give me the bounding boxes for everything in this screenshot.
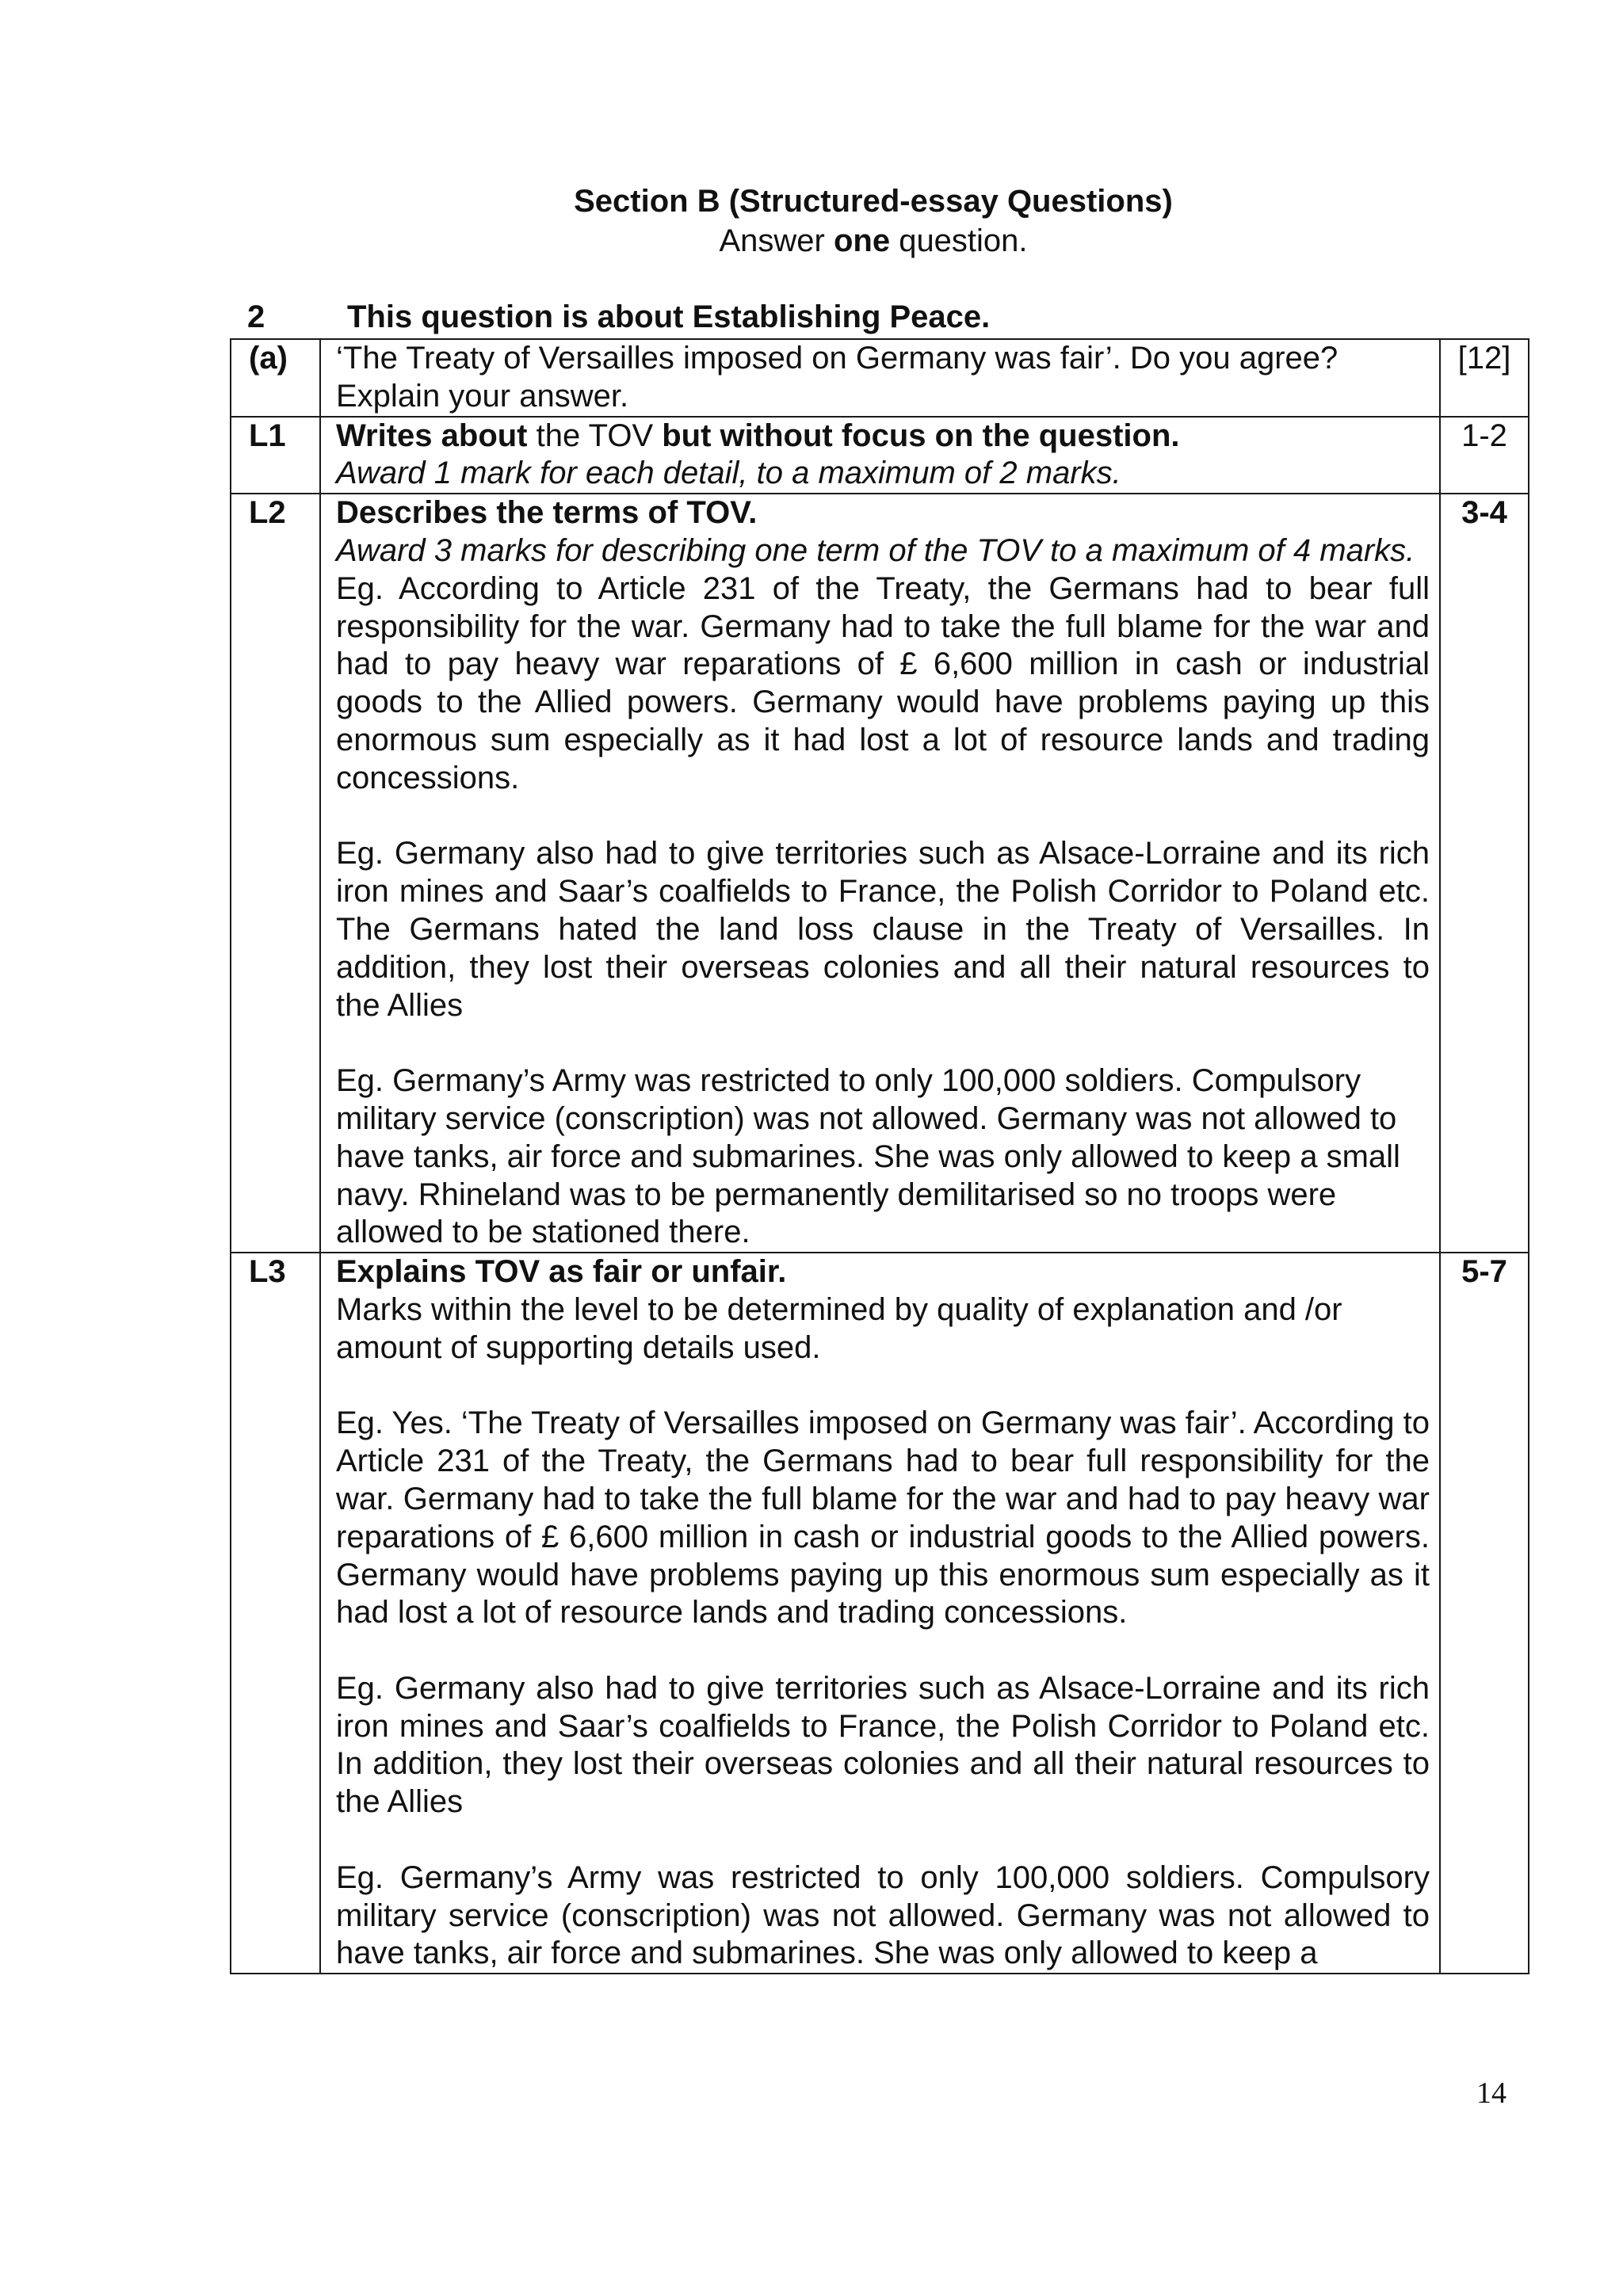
section-instruction xyxy=(0,223,1623,259)
example-paragraph: Eg. Germany’s Army was restricted to only 100,000 soldiers. Compulsory military service (conscription) was not allowed. Germany was not allowed to have tanks, air force and submarines. She was only allowed to keep a xyxy=(336,1859,1430,1971)
row-marks: 3-4 xyxy=(1440,494,1529,1253)
row-label: L3 xyxy=(231,1253,320,1974)
row-marks: [12] xyxy=(1440,339,1529,417)
level-heading-part: Writes about xyxy=(336,418,528,453)
table-row xyxy=(231,417,1529,494)
example-paragraph: Eg. Germany also had to give territories such as Alsace-Lorraine and its rich iron mines and Saar’s coalfields to France, the Polish Corridor to Poland etc. The Germans hated the land loss clause in the Treaty of Versailles. In addition, they lost their overseas colonies and all their natural resources to the Allies xyxy=(336,836,1430,1023)
table-row xyxy=(231,1253,1529,1974)
section-title: Section B (Structured-essay Questions) xyxy=(574,184,1173,219)
level-description xyxy=(320,417,1440,494)
instruction-text-bold: one xyxy=(833,223,891,258)
example-paragraph: Eg. Germany also had to give territories such as Alsace-Lorraine and its rich iron mines and Saar’s coalfields to France, the Polish Corridor to Poland etc. In addition, they lost their overseas colonies and all their natural resources to the Allies xyxy=(336,1670,1430,1820)
question-topic: This question is about Establishing Peace. xyxy=(347,299,991,334)
row-label: L2 xyxy=(231,494,320,1253)
table-row xyxy=(231,494,1529,1253)
question-number: 2 xyxy=(247,299,265,334)
level-description xyxy=(320,1253,1440,1974)
example-paragraph: Eg. According to Article 231 of the Treaty, the Germans had to bear full responsibility for the war. Germany had to take the full blame for the war and had to pay heavy war reparations of £ 6,600 million in cash or industrial goods to the Allied powers. Germany would have problems paying up this enormous sum especially as it had lost a lot of resource lands and trading concessions. xyxy=(336,570,1430,795)
level-description xyxy=(320,494,1440,1253)
row-marks: 5-7 xyxy=(1440,1253,1529,1974)
instruction-text-pre: Answer xyxy=(719,223,834,258)
example-paragraph: Eg. Yes. ‘The Treaty of Versailles imposed on Germany was fair’. According to Article 231 of the Treaty, the Germans had to bear full responsibility for the war. Germany had to take the full blame for the war and had to pay heavy war reparations of £ 6,600 million in cash or industrial goods to the Allied powers. Germany would have problems paying up this enormous sum especially as it had lost a lot of resource lands and trading concessions. xyxy=(336,1405,1430,1630)
level-note: Award 3 marks for describing one term of the TOV to a maximum of 4 marks. xyxy=(336,532,1415,568)
level-heading xyxy=(336,418,1430,456)
example-paragraph: Eg. Germany’s Army was restricted to only 100,000 soldiers. Compulsory military service (conscription) was not allowed. Germany was not allowed to have tanks, air force and submarines. She was only allowed to keep a small navy. Rhineland was to be permanently demilitarised so no troops were allowed to be stationed there. xyxy=(336,1063,1400,1250)
level-heading: Explains TOV as fair or unfair. xyxy=(336,1254,787,1290)
instruction-text-post: question. xyxy=(890,223,1028,258)
level-heading-part: but without focus on the question. xyxy=(662,418,1180,453)
row-label: (a) xyxy=(231,339,320,417)
table-row xyxy=(231,339,1529,417)
level-heading: Describes the terms of TOV. xyxy=(336,495,758,531)
level-heading-part: the TOV xyxy=(527,418,663,453)
row-marks: 1-2 xyxy=(1440,417,1529,494)
row-label: L1 xyxy=(231,417,320,494)
question-text: ‘The Treaty of Versailles imposed on Germany was fair’. Do you agree? Explain your answer. xyxy=(320,339,1440,417)
level-note: Marks within the level to be determined by quality of explanation and /or amount of supporting details used. xyxy=(336,1291,1342,1365)
page-number: 14 xyxy=(1476,2077,1507,2110)
mark-scheme-table xyxy=(230,338,1529,1974)
level-note: Award 1 mark for each detail, to a maximum of 2 marks. xyxy=(336,456,1121,491)
